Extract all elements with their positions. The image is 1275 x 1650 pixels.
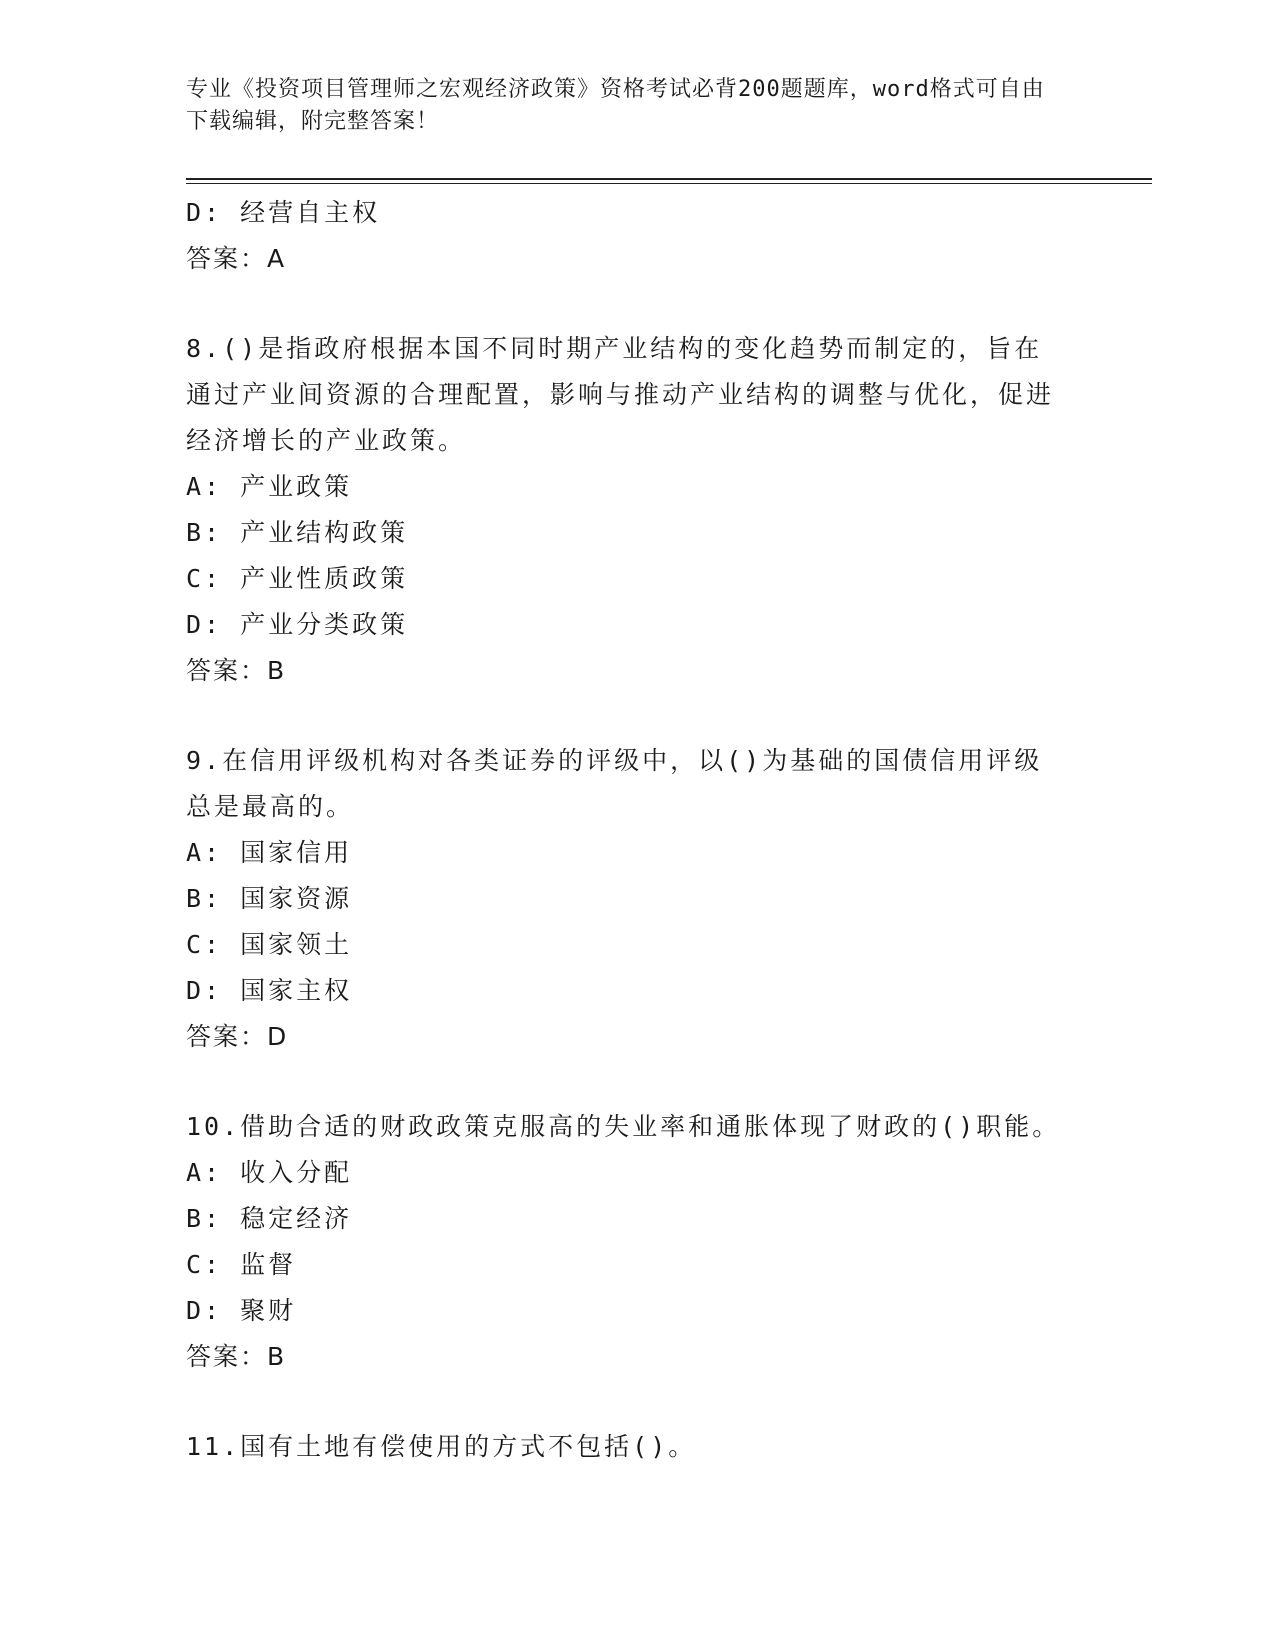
question-stem: 8.()是指政府根据本国不同时期产业结构的变化趋势而制定的，旨在通过产业间资源的合理配置，影响与推动产业结构的调整与优化，促进经济增长的产业政策。 — [186, 334, 1055, 455]
header-divider-thin — [186, 183, 1152, 184]
option-text: 产业结构政策 — [240, 518, 409, 547]
option-row — [186, 1288, 1066, 1334]
option-text: 收入分配 — [240, 1158, 353, 1187]
answer-value: B — [267, 656, 287, 685]
question-stem: 10.借助合适的财政政策克服高的失业率和通胀体现了财政的()职能。 — [186, 1112, 1061, 1141]
spacer — [186, 694, 1066, 738]
answer-value: D — [267, 1022, 289, 1051]
option-row — [186, 464, 1066, 510]
option-text: 国家领土 — [240, 930, 353, 959]
option-row — [186, 556, 1066, 602]
answer-row — [186, 1334, 1066, 1380]
option-text: 聚财 — [240, 1296, 297, 1325]
option-letter: B: — [186, 518, 223, 547]
option-row — [186, 190, 1066, 236]
option-letter: A: — [186, 1158, 223, 1187]
option-text: 产业性质政策 — [240, 564, 409, 593]
option-letter: B: — [186, 884, 223, 913]
option-text: 产业分类政策 — [240, 610, 409, 639]
option-letter: D: — [186, 1296, 223, 1325]
spacer — [186, 1380, 1066, 1424]
option-letter: A: — [186, 472, 223, 501]
option-row — [186, 830, 1066, 876]
answer-value: A — [267, 244, 287, 273]
answer-row — [186, 648, 1066, 694]
question-stem: 11.国有土地有偿使用的方式不包括()。 — [186, 1432, 697, 1461]
option-letter: A: — [186, 838, 223, 867]
question-list — [186, 190, 1066, 1470]
option-text: 稳定经济 — [240, 1204, 353, 1233]
option-row — [186, 968, 1066, 1014]
answer-label: 答案： — [186, 656, 268, 685]
header-divider-thick — [186, 178, 1152, 180]
option-text: 国家资源 — [240, 884, 353, 913]
option-text: 产业政策 — [240, 472, 353, 501]
answer-label: 答案： — [186, 1022, 268, 1051]
option-row — [186, 1150, 1066, 1196]
question-block — [186, 1104, 1066, 1380]
answer-label: 答案： — [186, 244, 268, 273]
option-letter: C: — [186, 1250, 223, 1279]
option-letter: D: — [186, 198, 223, 227]
question-block — [186, 738, 1066, 1060]
option-text: 监督 — [240, 1250, 297, 1279]
option-letter: C: — [186, 930, 223, 959]
spacer — [186, 1060, 1066, 1104]
answer-row — [186, 236, 1066, 282]
option-row — [186, 876, 1066, 922]
option-row — [186, 1242, 1066, 1288]
option-row — [186, 602, 1066, 648]
question-block — [186, 326, 1066, 694]
option-letter: B: — [186, 1204, 223, 1233]
option-letter: C: — [186, 564, 223, 593]
question-stem: 9.在信用评级机构对各类证券的评级中，以()为基础的国债信用评级总是最高的。 — [186, 746, 1043, 821]
option-letter: D: — [186, 610, 223, 639]
answer-label: 答案： — [186, 1342, 268, 1371]
option-text: 经营自主权 — [240, 198, 381, 227]
question-block — [186, 1424, 1066, 1470]
answer-value: B — [267, 1342, 287, 1371]
spacer — [186, 282, 1066, 326]
option-row — [186, 510, 1066, 556]
document-header: 专业《投资项目管理师之宏观经济政策》资格考试必背200题题库，word格式可自由下载编辑，附完整答案！ — [186, 77, 1045, 134]
option-letter: D: — [186, 976, 223, 1005]
option-text: 国家主权 — [240, 976, 353, 1005]
answer-row — [186, 1014, 1066, 1060]
option-row — [186, 1196, 1066, 1242]
option-row — [186, 922, 1066, 968]
option-text: 国家信用 — [240, 838, 353, 867]
